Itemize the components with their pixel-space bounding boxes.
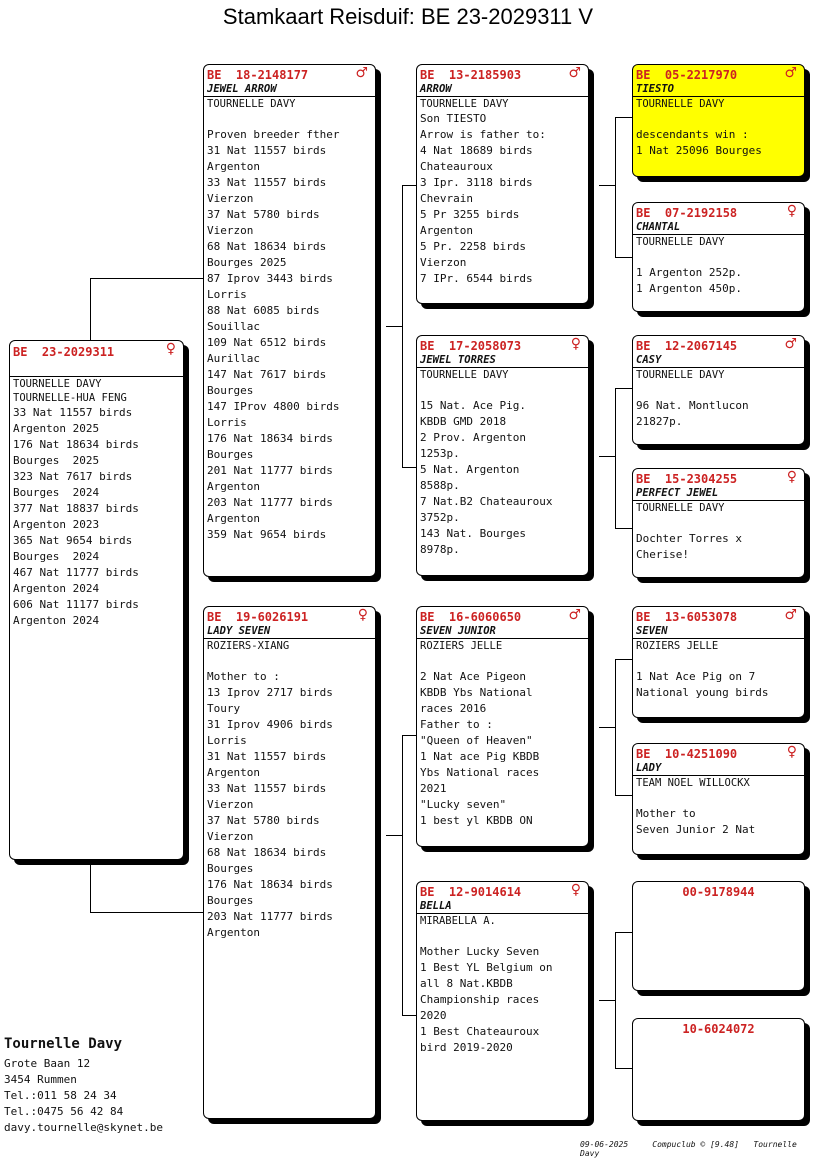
achievements: Mother to : 13 Iprov 2717 birds Toury 31 Iprov 4906 birds Lorris 31 Nat 11557 birds Argenton 33 Nat 11557 birds Vierzon 37 Nat 5780 birds Vierzon 68 Nat 18634 birds Bourges 176 Nat 18634 birds Bourges 203 Nat 11777 birds Argenton [207,670,333,939]
connector-line [615,659,632,660]
achievements: Proven breeder fther 31 Nat 11557 birds Argenton 33 Nat 11557 birds Vierzon 37 Nat 5780 birds Vierzon 68 Nat 18634 birds Bourges 2025 87 Iprov 3443 birds Lorris 88 Nat 6085 birds Souillac 109 Nat 6512 birds Aurillac 147 Nat 7617 birds Bourges 147 IProv 4800 birds Lorris 176 Nat 18634 birds Bourges 201 Nat 11777 birds Argenton 203 Nat 11777 birds Argenton 359 Nat 9654 birds [207,128,340,541]
female-icon: ♀ [570,882,581,898]
ring-number: 00-9178944 [682,885,755,899]
achievements: 15 Nat. Ace Pig. KBDB GMD 2018 2 Prov. Argenton 1253p. 5 Nat. Argenton 8588p. 7 Nat.B2 Chateauroux 3752p. 143 Nat. Bourges 8978p. [420,399,553,556]
male-icon: ♂ [784,65,797,81]
male-icon: ♂ [784,607,797,623]
achievements: Dochter Torres x Cherise! [636,532,742,561]
connector-line [90,278,91,340]
connector-line [615,932,616,1068]
pigeon-card-fm[interactable] [416,335,589,576]
owner: MIRABELLA A. [417,913,588,928]
owner: TOURNELLE DAVY [633,96,804,111]
pigeon-card-mff[interactable] [632,606,805,718]
connector-line [402,185,417,186]
pigeon-card-father[interactable] [203,64,376,577]
phone-2: Tel.:0475 56 42 84 [4,1105,124,1118]
male-icon: ♂ [568,607,581,623]
ring-number: BE 17-2058073 [420,339,522,353]
phone-1: Tel.:011 58 24 34 [4,1089,117,1102]
print-owner: Tournelle Davy [580,1140,797,1158]
pigeon-name: PERFECT JEWEL [636,487,719,499]
pigeon-card-fmf[interactable] [632,335,805,445]
ring-number: BE 15-2304255 [636,472,738,486]
owner: ROZIERS JELLE [417,638,588,653]
print-date: 09-06-2025 [580,1140,629,1149]
owner: TOURNELLE DAVY [633,234,804,249]
connector-line [615,659,616,795]
male-icon: ♂ [784,336,797,352]
ring-number: BE 13-2185903 [420,68,522,82]
connector-line [402,185,403,467]
ring-number: BE 05-2217970 [636,68,738,82]
pigeon-card-mf[interactable] [416,606,589,847]
connector-line [386,326,402,327]
pigeon-name: LADY [636,762,662,774]
connector-line [615,117,632,118]
pigeon-name: BELLA [420,900,452,912]
connector-line [402,467,417,468]
connector-line [615,528,632,529]
pigeon-card-subject[interactable] [9,340,184,860]
pigeon-name: JEWEL ARROW [207,83,277,95]
achievements: Mother to Seven Junior 2 Nat [636,807,756,836]
achievements: descendants win : 1 Nat 25096 Bourges [636,128,762,157]
male-icon: ♂ [355,65,368,81]
pigeon-name: TIESTO [636,83,674,95]
achievements: 33 Nat 11557 birds Argenton 2025 176 Nat 18634 birds Bourges 2025 323 Nat 7617 birds Bourges 2024 377 Nat 18837 birds Argenton 2023 365 Nat 9654 birds Bourges 2024 467 Nat 11777 birds Argenton 2024 606 Nat 11177 birds Argenton 2024 [13,406,139,627]
ring-number: BE 07-2192158 [636,206,738,220]
owner: TOURNELLE DAVY [633,367,804,382]
connector-line [615,388,616,528]
connector-line [599,1000,615,1001]
pigeon-name: CHANTAL [636,221,681,233]
connector-line [615,257,632,258]
ring-number: BE 12-9014614 [420,885,522,899]
connector-line [90,860,91,912]
connector-line [599,185,615,186]
female-icon: ♀ [786,469,797,485]
address-city: 3454 Rummen [4,1073,77,1086]
pigeon-name: SEVEN JUNIOR [420,625,496,637]
ring-number: BE 13-6053078 [636,610,738,624]
email-link[interactable]: davy.tournelle@skynet.be [4,1121,163,1134]
female-icon: ♀ [786,203,797,219]
connector-line [615,1068,632,1069]
male-icon: ♂ [568,65,581,81]
owner: TEAM NOEL WILLOCKX [633,775,804,790]
achievements: Mother Lucky Seven 1 Best YL Belgium on all 8 Nat.KBDB Championship races 2020 1 Best Chateauroux bird 2019-2020 [420,945,553,1054]
pigeon-card-ffm[interactable] [632,202,805,312]
pigeon-card-mmm[interactable] [632,1018,805,1121]
breeder-contact [4,1036,163,1136]
pigeon-name: LADY SEVEN [207,625,271,637]
connector-line [402,735,417,736]
ring-number: 10-6024072 [682,1022,755,1036]
pigeon-card-fff[interactable] [632,64,805,177]
pigeon-card-ff[interactable] [416,64,589,304]
address-street: Grote Baan 12 [4,1057,91,1070]
ring-number: BE 19-6026191 [207,610,309,624]
pigeon-card-mmf[interactable] [632,881,805,991]
ring-number: BE 23-2029311 [13,345,115,359]
owner: ROZIERS-XIANG [204,638,375,653]
pigeon-name: ARROW [420,83,452,95]
pigeon-card-mfm[interactable] [632,743,805,855]
achievements: Son TIESTO Arrow is father to: 4 Nat 18689 birds Chateauroux 3 Ipr. 3118 birds Chevrain 5 Pr 3255 birds Argenton 5 Pr. 2258 birds Vierzon 7 IPr. 6544 birds [420,112,546,285]
software-name: Compuclub © [9.48] [652,1140,739,1149]
ring-number: BE 10-4251090 [636,747,738,761]
owner: TOURNELLE DAVY [417,367,588,382]
female-icon: ♀ [165,341,176,357]
connector-line [402,735,403,1015]
pigeon-name: CASY [636,354,662,366]
connector-line [615,388,632,389]
achievements: 2 Nat Ace Pigeon KBDB Ybs National races 2016 Father to : "Queen of Heaven" 1 Nat ace Pig KBDB Ybs National races 2021 "Lucky seven" 1 best yl KBDB ON [420,670,540,827]
pigeon-card-mm[interactable] [416,881,589,1121]
pigeon-name: JEWEL TORRES [420,354,496,366]
page-title: Stamkaart Reisduif: BE 23-2029311 V [222,4,594,29]
owner: TOURNELLE DAVY [417,96,588,111]
female-icon: ♀ [570,336,581,352]
achievements: 96 Nat. Montlucon 21827p. [636,399,749,428]
owner: TOURNELLE DAVY [204,96,375,111]
connector-line [90,278,204,279]
connector-line [90,912,204,913]
print-info [580,1140,816,1158]
connector-line [386,835,402,836]
connector-line [615,932,632,933]
breeder-name: Tournelle Davy [4,1036,123,1052]
achievements: 1 Nat Ace Pig on 7 National young birds [636,670,769,699]
pigeon-name: SEVEN [636,625,668,637]
pigeon-card-mother[interactable] [203,606,376,1119]
connector-line [599,456,615,457]
connector-line [615,795,632,796]
owner: ROZIERS JELLE [633,638,804,653]
owner: TOURNELLE DAVY TOURNELLE-HUA FENG [10,376,183,405]
ring-number: BE 16-6060650 [420,610,522,624]
ring-number: BE 18-2148177 [207,68,309,82]
achievements: 1 Argenton 252p. 1 Argenton 450p. [636,266,742,295]
female-icon: ♀ [786,744,797,760]
pigeon-card-fmm[interactable] [632,468,805,578]
ring-number: BE 12-2067145 [636,339,738,353]
connector-line [599,727,615,728]
connector-line [615,117,616,257]
owner: TOURNELLE DAVY [633,500,804,515]
female-icon: ♀ [357,607,368,623]
connector-line [402,1015,417,1016]
